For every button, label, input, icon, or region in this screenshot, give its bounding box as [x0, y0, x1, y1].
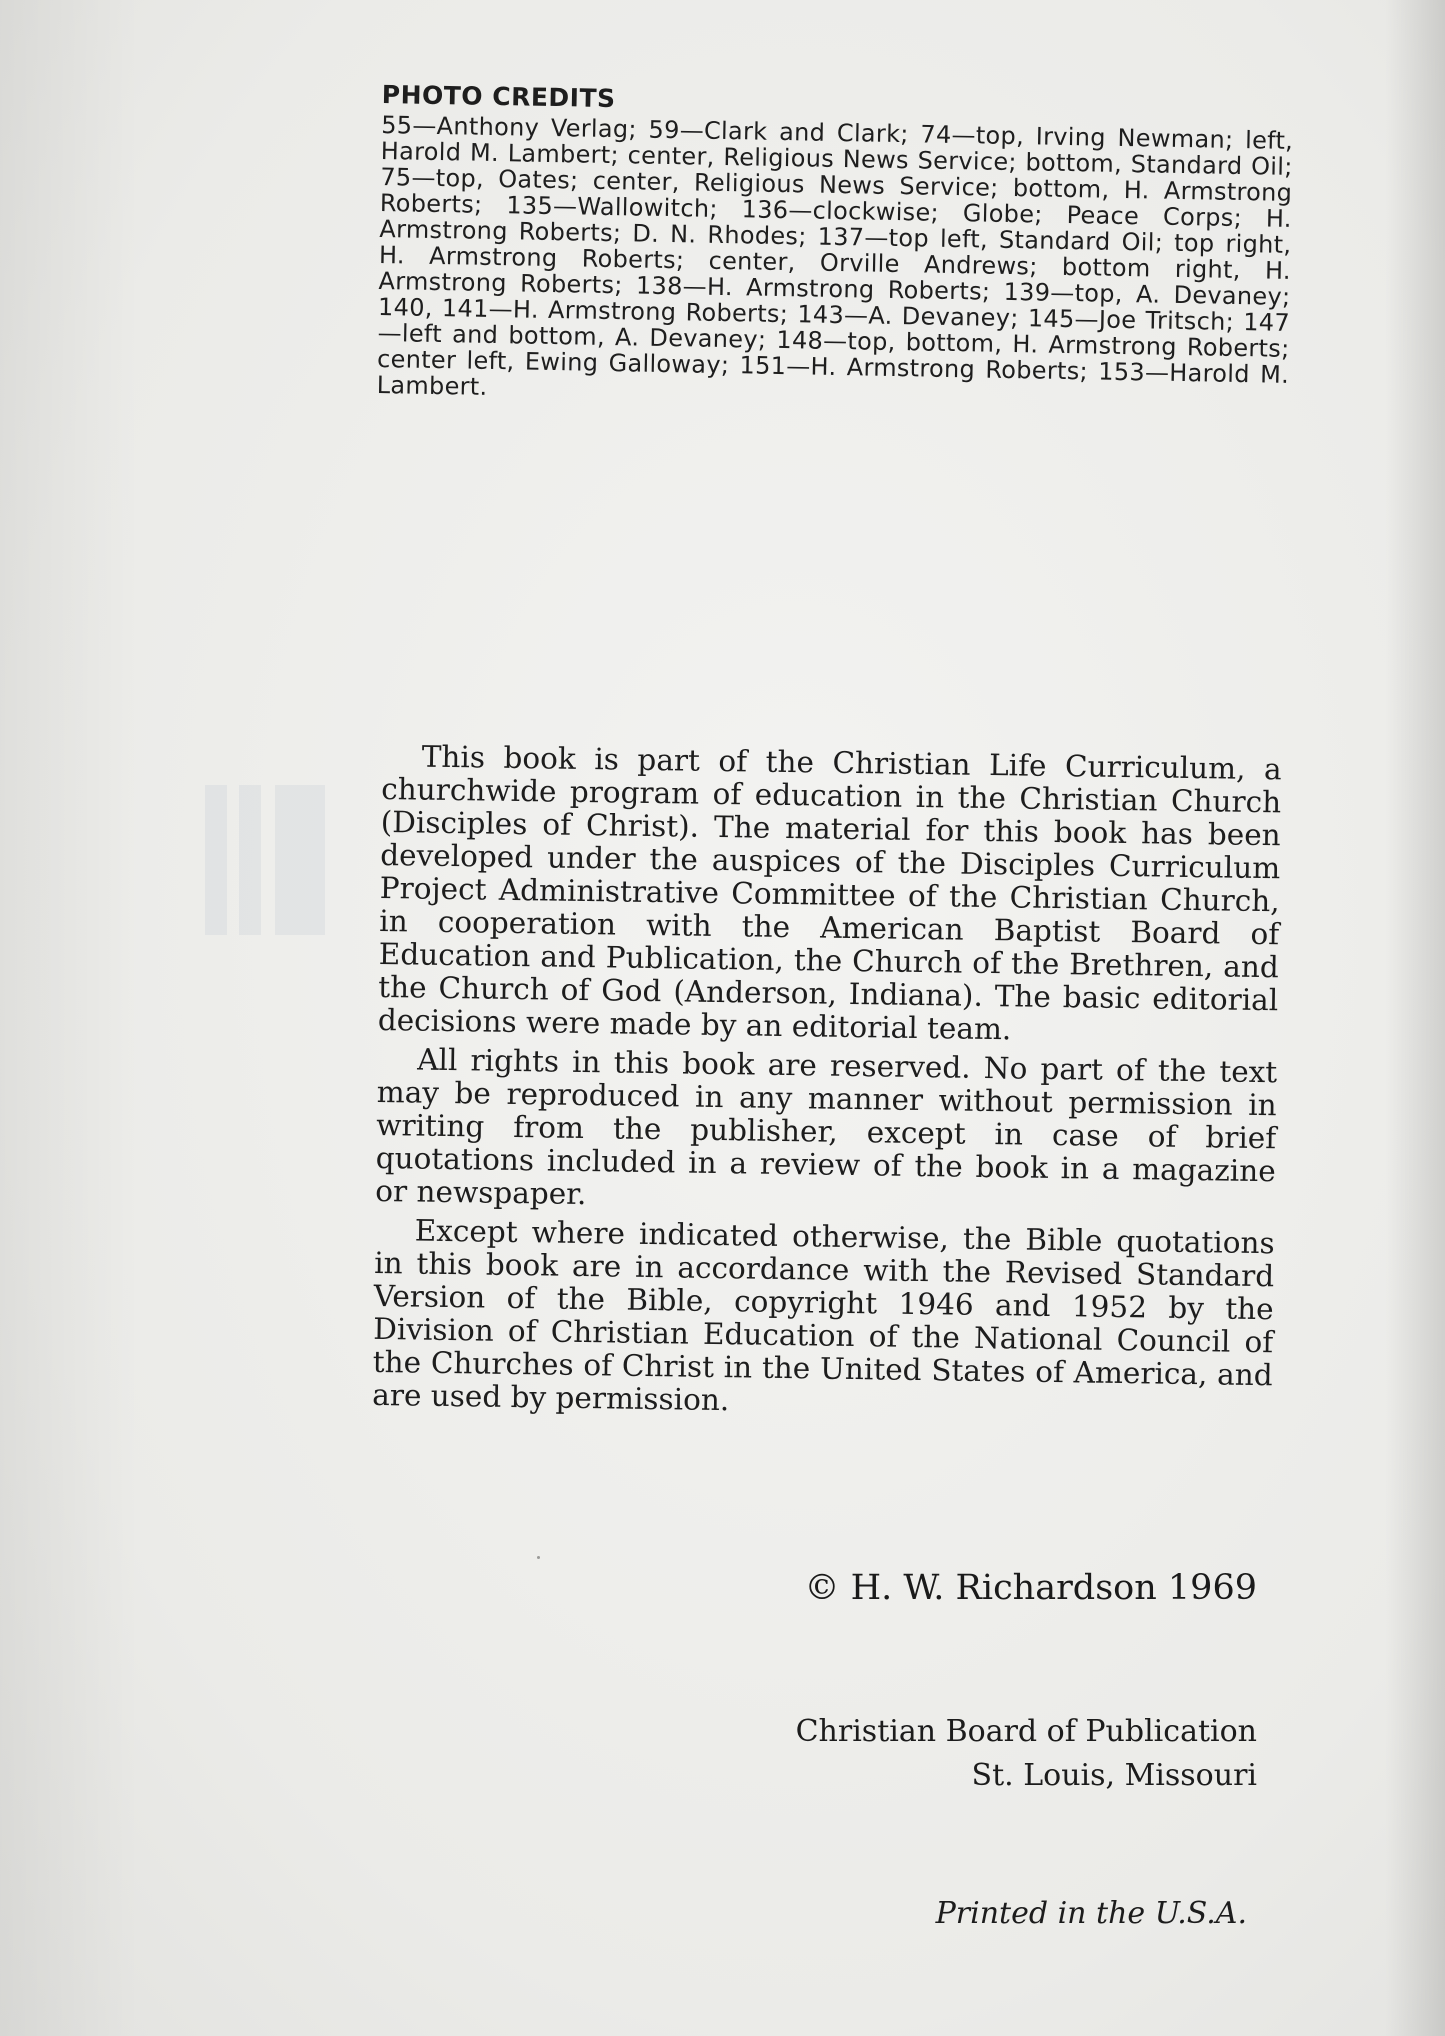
photo-credits-section: [376, 82, 1293, 414]
printed-in-notice: Printed in the U.S.A.: [935, 1896, 1247, 1931]
rights-paragraph: All rights in this book are reserved. No part of the text may be reproduced in any manner without permission in writing from the publisher, except in case of brief quotations included in a review of the book in a magazine or newspaper.: [375, 1042, 1278, 1212]
show-through-mark: [205, 785, 325, 935]
publisher-name: Christian Board of Publication: [795, 1714, 1257, 1749]
publisher-location: St. Louis, Missouri: [971, 1758, 1257, 1793]
copyright-notice: © H. W. Richardson 1969: [804, 1568, 1257, 1608]
photo-credits-title: PHOTO CREDITS: [381, 80, 616, 114]
publisher-block: [796, 1710, 1257, 1798]
curriculum-paragraph: This book is part of the Christian Life Curriculum, a churchwide program of education in the Christian Church (Disciples of Christ). The material for this book has been developed under the auspices of the Disciples Curriculum Project Administrative Committee of the Christian Church, in cooperation with the American Baptist Board of Education and Publication, the Church of the Brethren, and the Church of God (Anderson, Indiana). The basic editorial decisions were made by an editorial team.: [377, 739, 1282, 1047]
speck: [537, 1556, 540, 1559]
bible-quotations-paragraph: Except where indicated otherwise, the Bible quotations in this book are in accordance with the Revised Standard Version of the Bible, copyright 1946 and 1952 by the Division of Christian Education of the National Council of the Churches of Christ in the United States of America, and are used by permission.: [372, 1213, 1275, 1418]
photo-credits-text: 55—Anthony Verlag; 59—Clark and Clark; 74—top, Irving Newman; left, Harold M. Lambert; center, Religious News Service; bottom, Standard Oil; 75—top, Oates; center, Religious News Service; bottom, H. Armstrong Roberts; 135—Wallowitch; 136—clockwise; Globe; Peace Corps; H. Armstrong Roberts; D. N. Rhodes; 137—top left, Standard Oil; top right, H. Armstrong Roberts; center, Orville Andrews; bottom right, H. Armstrong Roberts; 138—H. Armstrong Roberts; 139—top, A. Devaney; 140, 141—H. Armstrong Roberts; 143—A. Devaney; 145—Joe Tritsch; 147—left and bottom, A. Devaney; 148—top, bottom, H. Armstrong Roberts; center left, Ewing Galloway; 151—H. Armstrong Roberts; 153—Harold M. Lambert.: [376, 110, 1294, 401]
curriculum-statement: [372, 740, 1282, 1431]
